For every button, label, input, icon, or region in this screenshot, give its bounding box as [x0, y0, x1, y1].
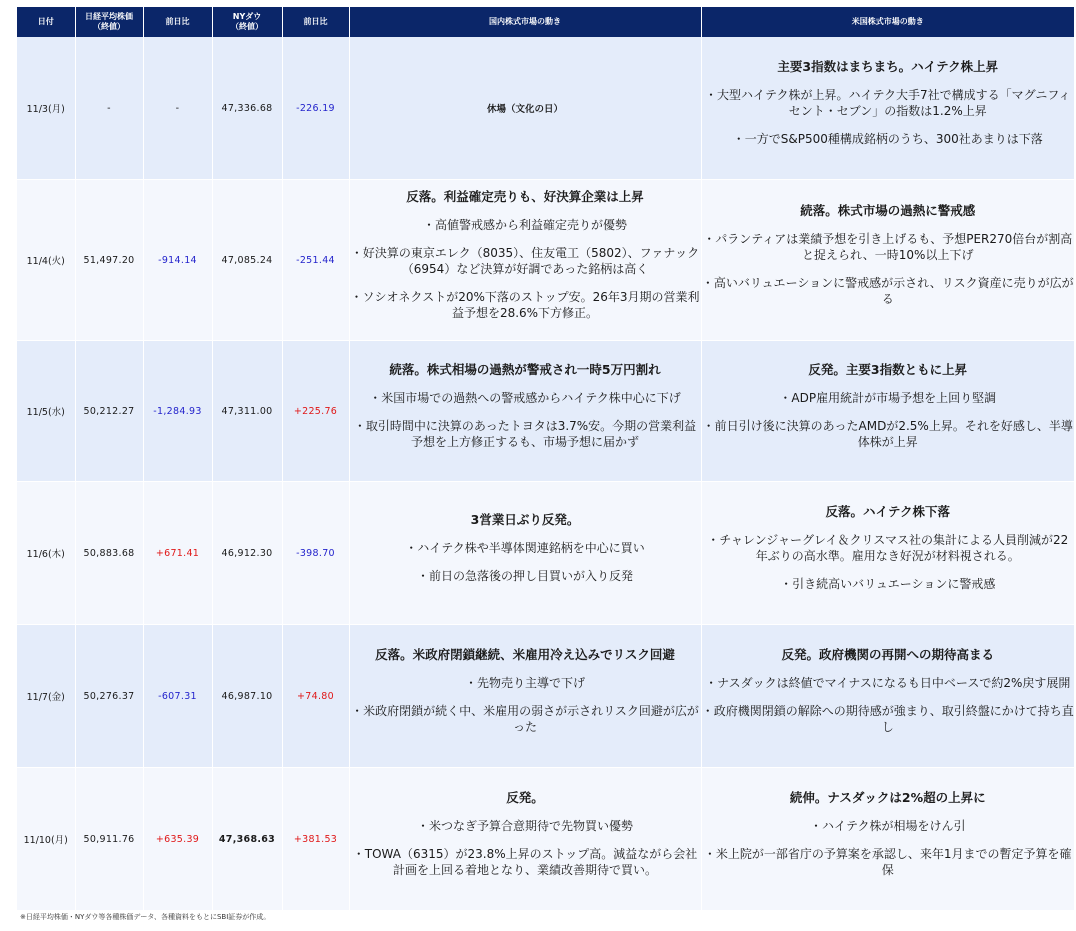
date-cell: 11/3(月) — [17, 37, 75, 180]
domestic-bullet: ・ソシオネクストが20%下落のストップ安。26年3月期の営業利益予想を28.6%下方修正。 — [350, 289, 700, 320]
header-domestic: 国内株式市場の動き — [349, 7, 701, 37]
us-summary — [701, 341, 1074, 482]
dow-change: -398.70 — [282, 482, 349, 625]
us-headline: 主要3指数はまちまち。ハイテク株上昇 — [777, 58, 999, 74]
header-dow-label: NYダウ （終値） — [231, 12, 263, 31]
header-nikkei-change: 前日比 — [143, 7, 212, 37]
table-row — [17, 180, 1074, 341]
domestic-bullet: ・取引時間中に決算のあったトヨタは3.7%安。今期の営業利益予想を上方修正するも、市場予想に届かず — [353, 418, 697, 449]
dow-change: +74.80 — [282, 625, 349, 768]
us-bullet: ・ハイテク株が相場をけん引 — [809, 818, 966, 833]
domestic-bullet: ・ハイテク株や半導体関連銘柄を中心に買い — [405, 540, 645, 555]
market-table — [17, 7, 1074, 911]
nikkei-close: 50,883.68 — [75, 482, 143, 625]
domestic-summary — [349, 625, 701, 768]
domestic-headline: 続落。株式相場の過熱が警戒され一時5万円割れ — [389, 361, 661, 377]
us-headline: 続落。株式市場の過熱に警戒感 — [800, 202, 976, 218]
header-nikkei — [75, 7, 143, 37]
domestic-summary — [349, 768, 701, 911]
table-row — [17, 768, 1074, 911]
us-summary — [701, 482, 1074, 625]
us-summary — [701, 180, 1074, 341]
date-cell: 11/7(金) — [17, 625, 75, 768]
table-row — [17, 341, 1074, 482]
header-dow-change: 前日比 — [282, 7, 349, 37]
dow-close: 46,912.30 — [212, 482, 282, 625]
us-bullet: ・一方でS&P500種構成銘柄のうち、300社あまりは下落 — [732, 131, 1043, 146]
domestic-bullet: ・TOWA（6315）が23.8%上昇のストップ高。減益ながら会社計画を上回る着地となり、業績改善期待で買い。 — [352, 846, 698, 877]
domestic-summary — [349, 180, 701, 341]
table-row — [17, 37, 1074, 180]
nikkei-change: -1,284.93 — [143, 341, 212, 482]
domestic-bullet: ・先物売り主導で下げ — [464, 675, 585, 690]
dow-close: 47,085.24 — [212, 180, 282, 341]
domestic-bullet: ・米政府閉鎖が続く中、米雇用の弱さが示されリスク回避が広がった — [351, 703, 699, 734]
domestic-summary: 休場（文化の日） — [349, 37, 701, 180]
us-summary — [701, 37, 1074, 180]
header-us: 米国株式市場の動き — [701, 7, 1074, 37]
dow-change: +381.53 — [282, 768, 349, 911]
domestic-bullet: ・好決算の東京エレク（8035）、住友電工（5802）、ファナック（6954）など決算が好調であった銘柄は高く — [350, 245, 700, 276]
domestic-bullet: ・米つなぎ予算合意期待で先物買い優勢 — [416, 818, 633, 833]
footnote: ※日経平均株価・NYダウ等各種株価データ、各種資料をもとにSBI証券が作成。 — [20, 913, 271, 921]
us-bullet: ・政府機関閉鎖の解除への期待感が強まり、取引終盤にかけて持ち直し — [701, 703, 1074, 734]
nikkei-close: 50,212.27 — [75, 341, 143, 482]
date-cell: 11/5(水) — [17, 341, 75, 482]
dow-close: 46,987.10 — [212, 625, 282, 768]
header-row — [17, 7, 1074, 37]
dow-change: -226.19 — [282, 37, 349, 180]
dow-change: +225.76 — [282, 341, 349, 482]
nikkei-change: - — [143, 37, 212, 180]
us-bullet: ・パランティアは業績予想を引き上げるも、予想PER270倍台が割高と捉えられ、一時10%以上下げ — [703, 231, 1073, 262]
us-bullet: ・米上院が一部省庁の予算案を承認し、来年1月までの暫定予算を確保 — [703, 846, 1072, 877]
table-row — [17, 625, 1074, 768]
domestic-headline: 3営業日ぶり反発。 — [470, 511, 580, 527]
domestic-headline: 反落。米政府閉鎖継続、米雇用冷え込みでリスク回避 — [375, 646, 675, 662]
nikkei-close: 50,276.37 — [75, 625, 143, 768]
domestic-summary — [349, 482, 701, 625]
dow-close: 47,368.63 — [212, 768, 282, 911]
header-dow — [212, 7, 282, 37]
us-bullet: ・大型ハイテク株が上昇。ハイテク大手7社で構成する「マグニフィセント・セブン」の指数は1.2%上昇 — [705, 87, 1071, 118]
dow-change: -251.44 — [282, 180, 349, 341]
nikkei-change: -607.31 — [143, 625, 212, 768]
us-bullet: ・チャレンジャーグレイ＆クリスマス社の集計による人員削減が22年ぶりの高水準。雇用なき好況が材料視される。 — [707, 532, 1069, 563]
domestic-bullet: ・前日の急落後の押し目買いが入り反発 — [416, 568, 633, 583]
domestic-headline: 反落。利益確定売りも、好決算企業は上昇 — [406, 188, 644, 204]
us-headline: 反発。政府機関の再開への期待高まる — [781, 646, 994, 662]
domestic-headline: 反発。 — [506, 789, 544, 805]
dow-close: 47,336.68 — [212, 37, 282, 180]
us-bullet: ・引き続高いバリュエーションに警戒感 — [780, 576, 996, 591]
us-headline: 続伸。ナスダックは2%超の上昇に — [789, 789, 986, 805]
nikkei-close: - — [75, 37, 143, 180]
nikkei-change: -914.14 — [143, 180, 212, 341]
nikkei-change: +635.39 — [143, 768, 212, 911]
date-cell: 11/6(木) — [17, 482, 75, 625]
domestic-bullet: ・米国市場での過熱への警戒感からハイテク株中心に下げ — [369, 390, 681, 405]
us-bullet: ・前日引け後に決算のあったAMDが2.5%上昇。それを好感し、半導体株が上昇 — [702, 418, 1073, 449]
nikkei-close: 50,911.76 — [75, 768, 143, 911]
us-bullet: ・ADP雇用統計が市場予想を上回り堅調 — [779, 390, 997, 405]
us-summary — [701, 625, 1074, 768]
header-date: 日付 — [17, 7, 75, 37]
domestic-bullet: ・高値警戒感から利益確定売りが優勢 — [422, 217, 627, 232]
us-summary — [701, 768, 1074, 911]
us-bullet: ・ナスダックは終値でマイナスになるも日中ベースで約2%戻す展開 — [705, 675, 1071, 690]
domestic-summary — [349, 341, 701, 482]
us-headline: 反落。ハイテク株下落 — [825, 503, 950, 519]
date-cell: 11/4(火) — [17, 180, 75, 341]
date-cell: 11/10(月) — [17, 768, 75, 911]
table-row — [17, 482, 1074, 625]
dow-close: 47,311.00 — [212, 341, 282, 482]
us-bullet: ・高いバリュエーションに警戒感が示され、リスク資産に売りが広がる — [701, 275, 1074, 306]
header-nikkei-label: 日経平均株価 （終値） — [85, 12, 133, 31]
nikkei-close: 51,497.20 — [75, 180, 143, 341]
us-headline: 反発。主要3指数ともに上昇 — [808, 361, 968, 377]
nikkei-change: +671.41 — [143, 482, 212, 625]
